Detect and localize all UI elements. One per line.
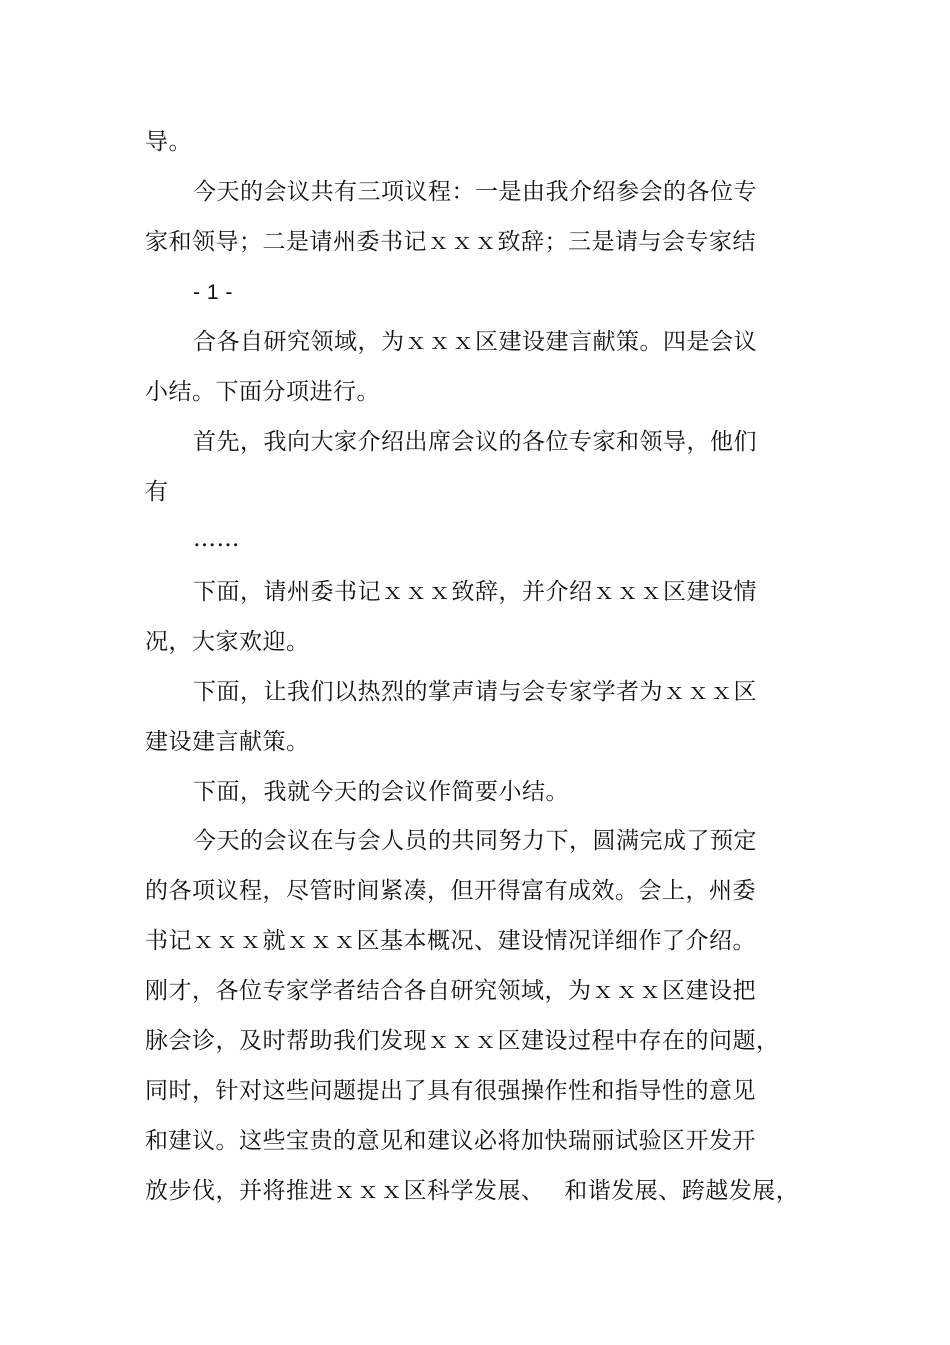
text-line: 书记ｘｘｘ就ｘｘｘ区基本概况、建设情况详细作了介绍。 <box>145 928 756 954</box>
text-line: 下面，让我们以热烈的掌声请与会专家学者为ｘｘｘ区 <box>193 679 757 705</box>
text-line: 导。 <box>145 129 192 155</box>
text-line: 今天的会议在与会人员的共同努力下，圆满完成了预定 <box>193 828 757 854</box>
text-line: 刚才，各位专家学者结合各自研究领域，为ｘｘｘ区建设把 <box>145 978 756 1004</box>
text-line: 的各项议程，尽管时间紧凑，但开得富有成效。会上，州委 <box>145 878 756 904</box>
text-line: 况，大家欢迎。 <box>145 629 310 655</box>
text-line: 首先，我向大家介绍出席会议的各位专家和领导，他们 <box>193 429 757 455</box>
text-line: 下面，请州委书记ｘｘｘ致辞，并介绍ｘｘｘ区建设情 <box>193 579 757 605</box>
text-line: 合各自研究领域，为ｘｘｘ区建设建言献策。四是会议 <box>193 329 757 355</box>
text-line: 今天的会议共有三项议程：一是由我介绍参会的各位专 <box>193 179 757 205</box>
text-line: 家和领导；二是请州委书记ｘｘｘ致辞；三是请与会专家结 <box>145 229 756 255</box>
text-line: 脉会诊，及时帮助我们发现ｘｘｘ区建设过程中存在的问题， <box>145 1028 780 1054</box>
text-line: 有 <box>145 479 169 505</box>
text-line: 和建议。这些宝贵的意见和建议必将加快瑞丽试验区开发开 <box>145 1128 756 1154</box>
text-line: 同时，针对这些问题提出了具有很强操作性和指导性的意见 <box>145 1078 756 1104</box>
ellipsis-line: …… <box>193 526 240 552</box>
page-number: - 1 - <box>193 281 233 304</box>
text-line: 下面，我就今天的会议作简要小结。 <box>193 779 569 805</box>
text-line: 小结。下面分项进行。 <box>145 379 380 405</box>
text-line: 建设建言献策。 <box>145 729 310 755</box>
text-line: 放步伐，并将推进ｘｘｘ区科学发展、 和谐发展、跨越发展， <box>145 1178 800 1204</box>
